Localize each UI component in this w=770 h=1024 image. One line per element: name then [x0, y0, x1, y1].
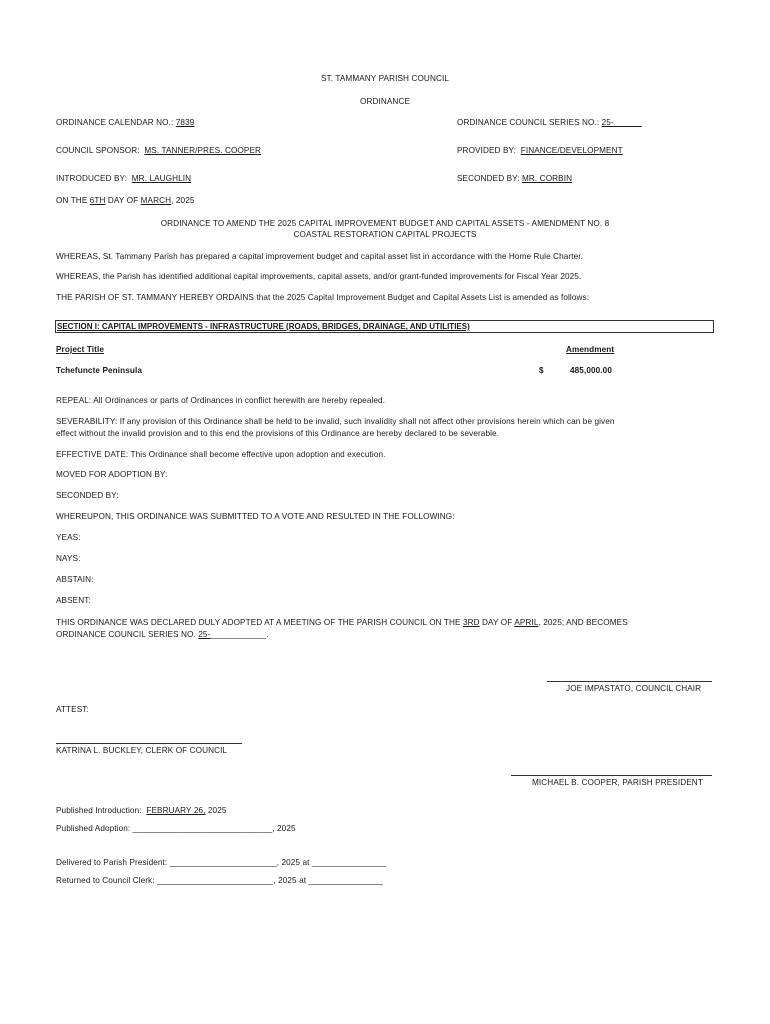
adoption-series-blank: ____________	[210, 630, 267, 639]
published-introduction-row	[56, 805, 227, 816]
provided-by-row	[457, 145, 623, 156]
delivered-time-blank: ________________	[311, 858, 387, 867]
returned-label: Returned to Council Clerk:	[56, 876, 155, 885]
introduced-by-row	[56, 173, 191, 184]
introduced-by-label: INTRODUCED BY:	[56, 174, 128, 183]
abstain-label: ABSTAIN:	[56, 575, 94, 584]
date-year: , 2025	[171, 196, 195, 205]
calendar-label: ORDINANCE CALENDAR NO.:	[56, 118, 174, 127]
delivered-label: Delivered to Parish President:	[56, 858, 168, 867]
sponsor-row	[56, 145, 261, 156]
council-heading: ST. TAMMANY PARISH COUNCIL	[320, 74, 449, 83]
council-chair-name: JOE IMPASTATO, COUNCIL CHAIR	[566, 684, 702, 693]
severability-clause-line-1: SEVERABILITY: If any provision of this Ordinance shall be held to be invalid, such invalidity shall not affect other provisions herein which can be given	[56, 417, 615, 426]
adoption-statement-line-2	[56, 629, 269, 640]
ordinance-title-line-2: COASTAL RESTORATION CAPITAL PROJECTS	[293, 230, 477, 239]
section-1-heading: SECTION I: CAPITAL IMPROVEMENTS - INFRASTRUCTURE (ROADS, BRIDGES, DRAINAGE, AND UTILITIES)	[57, 322, 470, 331]
introduced-by-value: MR. LAUGHLIN	[131, 174, 192, 183]
whereas-clause-1: WHEREAS, St. Tammany Parish has prepared a capital improvement budget and capital asset list in accordance with the Home Rule Charter.	[56, 252, 584, 261]
president-signature-line	[511, 775, 712, 776]
effective-date-clause: EFFECTIVE DATE: This Ordinance shall become effective upon adoption and execution.	[56, 450, 386, 459]
returned-date-blank: _________________________	[157, 876, 274, 885]
published-introduction-date: FEBRUARY 26,	[146, 806, 206, 815]
published-introduction-label: Published Introduction:	[56, 806, 142, 815]
published-adoption-label: Published Adoption:	[56, 824, 131, 833]
seconded-by-vote: SECONDED BY:	[56, 491, 119, 500]
adoption-text-a: THIS ORDINANCE WAS DECLARED DULY ADOPTED AT A MEETING OF THE PARISH COUNCIL ON THE	[56, 618, 461, 627]
adoption-series-end: .	[266, 630, 269, 639]
yeas-label: YEAS:	[56, 533, 81, 542]
attest-label: ATTEST:	[56, 705, 89, 714]
date-prefix: ON THE	[56, 196, 88, 205]
seconded-by-row	[457, 173, 572, 184]
published-adoption-row	[56, 823, 296, 834]
whereas-clause-2: WHEREAS, the Parish has identified additional capital improvements, capital assets, and/or grant-funded improvements for Fiscal Year 2025.	[56, 272, 582, 281]
ordains-clause: THE PARISH OF ST. TAMMANY HEREBY ORDAINS that the 2025 Capital Improvement Budget and Capital Assets List is amended as follows:	[56, 293, 590, 302]
series-label: ORDINANCE COUNCIL SERIES NO.:	[457, 118, 600, 127]
adoption-series-number: 25-	[198, 630, 211, 639]
project-row-title: Tchefuncte Peninsula	[56, 366, 143, 375]
delivered-to-president-row	[56, 857, 386, 868]
date-month: MARCH	[140, 196, 172, 205]
published-adoption-blank: ______________________________	[132, 824, 273, 833]
amendment-header: Amendment	[566, 345, 615, 354]
section-1-heading-box	[55, 320, 714, 333]
calendar-number-row	[56, 117, 194, 128]
adoption-month: APRIL	[514, 618, 539, 627]
date-mid: DAY OF	[107, 196, 139, 205]
adoption-series-label: ORDINANCE COUNCIL SERIES NO.	[56, 630, 196, 639]
calendar-number: 7839	[175, 118, 195, 127]
moved-for-adoption: MOVED FOR ADOPTION BY:	[56, 470, 168, 479]
adoption-statement-line-1	[56, 617, 628, 628]
project-title-header: Project Title	[56, 345, 105, 354]
seconded-by-label: SECONDED BY:	[457, 174, 520, 183]
delivered-date-blank: _______________________	[169, 858, 277, 867]
series-number: 25-______	[601, 118, 642, 127]
severability-clause-line-2: effect without the invalid provision and to this end the provisions of this Ordinance are hereby declared to be severable.	[56, 429, 500, 438]
adoption-text-c: , 2025; AND BECOMES	[538, 618, 628, 627]
series-number-row	[457, 117, 642, 128]
adoption-text-b: DAY OF	[482, 618, 513, 627]
published-introduction-year: 2025	[207, 806, 227, 815]
date-day: 6TH	[89, 196, 106, 205]
seconded-by-value: MR. CORBIN	[522, 174, 573, 183]
whereupon-clause: WHEREUPON, THIS ORDINANCE WAS SUBMITTED TO A VOTE AND RESULTED IN THE FOLLOWING:	[56, 512, 455, 521]
clerk-name: KATRINA L. BUCKLEY, CLERK OF COUNCIL	[56, 746, 228, 755]
returned-time-blank: ________________	[308, 876, 383, 885]
document-type: ORDINANCE	[359, 97, 411, 106]
adoption-day: 3RD	[462, 618, 480, 627]
clerk-signature-line	[56, 743, 242, 744]
sponsor-value: MS. TANNER/PRES. COOPER	[144, 146, 262, 155]
parish-president-name: MICHAEL B. COOPER, PARISH PRESIDENT	[532, 778, 703, 787]
absent-label: ABSENT:	[56, 596, 91, 605]
sponsor-label: COUNCIL SPONSOR:	[56, 146, 140, 155]
published-adoption-year: , 2025	[272, 824, 296, 833]
project-row-amount: 485,000.00	[570, 366, 612, 375]
chair-signature-line	[547, 681, 712, 682]
provided-by-value: FINANCE/DEVELOPMENT	[520, 146, 623, 155]
introduction-date-row	[56, 195, 195, 206]
ordinance-title-line-1: ORDINANCE TO AMEND THE 2025 CAPITAL IMPROVEMENT BUDGET AND CAPITAL ASSETS - AMENDMENT NO. 8	[160, 219, 610, 228]
nays-label: NAYS:	[56, 554, 81, 563]
returned-mid: , 2025 at	[273, 876, 307, 885]
returned-to-clerk-row	[56, 875, 383, 886]
project-row-currency: $	[539, 366, 544, 375]
provided-by-label: PROVIDED BY:	[457, 146, 516, 155]
delivered-mid: , 2025 at	[276, 858, 310, 867]
repeal-clause: REPEAL: All Ordinances or parts of Ordinances in conflict herewith are hereby repealed.	[56, 396, 386, 405]
